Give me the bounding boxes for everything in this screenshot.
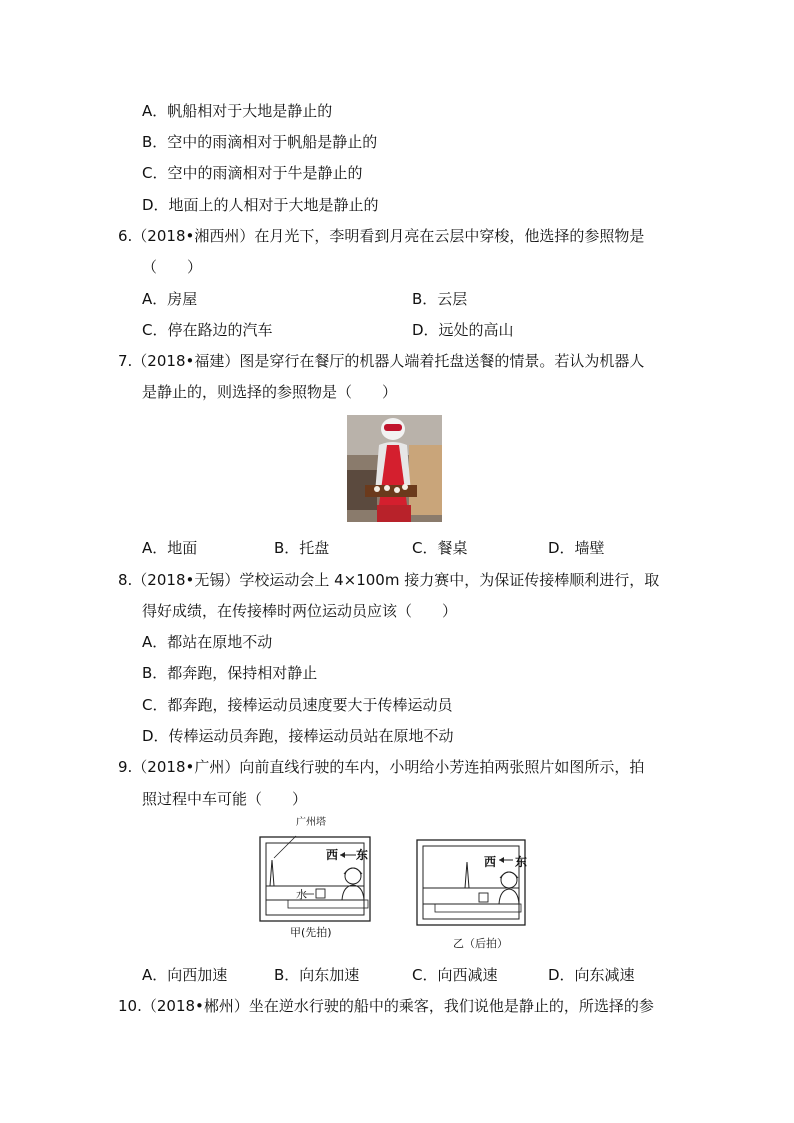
q8-stem-cont: 得好成绩，在传接棒时两位运动员应该（ ）	[142, 602, 458, 620]
photo-a-east: 东	[356, 848, 369, 862]
q9-option-a: A．向西加速	[142, 966, 228, 984]
tower-label: 广州塔	[296, 817, 326, 828]
q6-option-a: A．房屋	[142, 290, 198, 308]
q8-option-b: B．都奔跑，保持相对静止	[142, 664, 318, 682]
q6-stem-cont: （ ）	[142, 258, 203, 276]
q9-stem: 9.（2018•广州）向前直线行驶的车内，小明给小芳连拍两张照片如图所示，拍	[118, 758, 645, 776]
q9-option-c: C．向西减速	[412, 966, 498, 984]
photo-b-caption: 乙（后拍）	[453, 937, 508, 950]
q8-option-c: C．都奔跑，接棒运动员速度要大于传棒运动员	[142, 696, 453, 714]
q6-option-b: B．云层	[412, 290, 468, 308]
photo-b-figure	[415, 838, 530, 933]
q5-option-a: A．帆船相对于大地是静止的	[142, 102, 333, 120]
q8-option-a: A．都站在原地不动	[142, 633, 273, 651]
q7-option-c: C．餐桌	[412, 539, 468, 557]
q6-option-d: D．远处的高山	[412, 321, 514, 339]
water-label: 水	[296, 888, 307, 901]
q5-option-c: C．空中的雨滴相对于牛是静止的	[142, 164, 363, 182]
q6-option-c: C．停在路边的汽车	[142, 321, 273, 339]
q7-stem-cont: 是静止的，则选择的参照物是（ ）	[142, 383, 398, 401]
photo-b-west: 西	[484, 855, 497, 869]
q9-option-d: D．向东减速	[548, 966, 635, 984]
q5-option-d: D．地面上的人相对于大地是静止的	[142, 196, 379, 214]
photo-a-caption: 甲(先拍)	[290, 926, 332, 939]
q9-stem-cont: 照过程中车可能（ ）	[142, 790, 308, 808]
q7-option-d: D．墙壁	[548, 539, 605, 557]
q7-option-b: B．托盘	[274, 539, 330, 557]
q10-stem: 10.（2018•郴州）坐在逆水行驶的船中的乘客，我们说他是静止的，所选择的参	[118, 997, 654, 1015]
photo-a-west: 西	[326, 848, 339, 862]
q5-option-b: B．空中的雨滴相对于帆船是静止的	[142, 133, 378, 151]
robot-photo	[347, 415, 442, 522]
q9-option-b: B．向东加速	[274, 966, 360, 984]
q6-stem: 6.（2018•湘西州）在月光下，李明看到月亮在云层中穿梭，他选择的参照物是	[118, 227, 645, 245]
q8-stem: 8.（2018•无锡）学校运动会上 4×100m 接力赛中，为保证传接棒顺利进行，取	[118, 571, 660, 589]
q7-option-a: A．地面	[142, 539, 198, 557]
q8-option-d: D．传棒运动员奔跑，接棒运动员站在原地不动	[142, 727, 454, 745]
q7-stem: 7.（2018•福建）图是穿行在餐厅的机器人端着托盘送餐的情景。若认为机器人	[118, 352, 645, 370]
photo-b-east: 东	[515, 855, 528, 869]
